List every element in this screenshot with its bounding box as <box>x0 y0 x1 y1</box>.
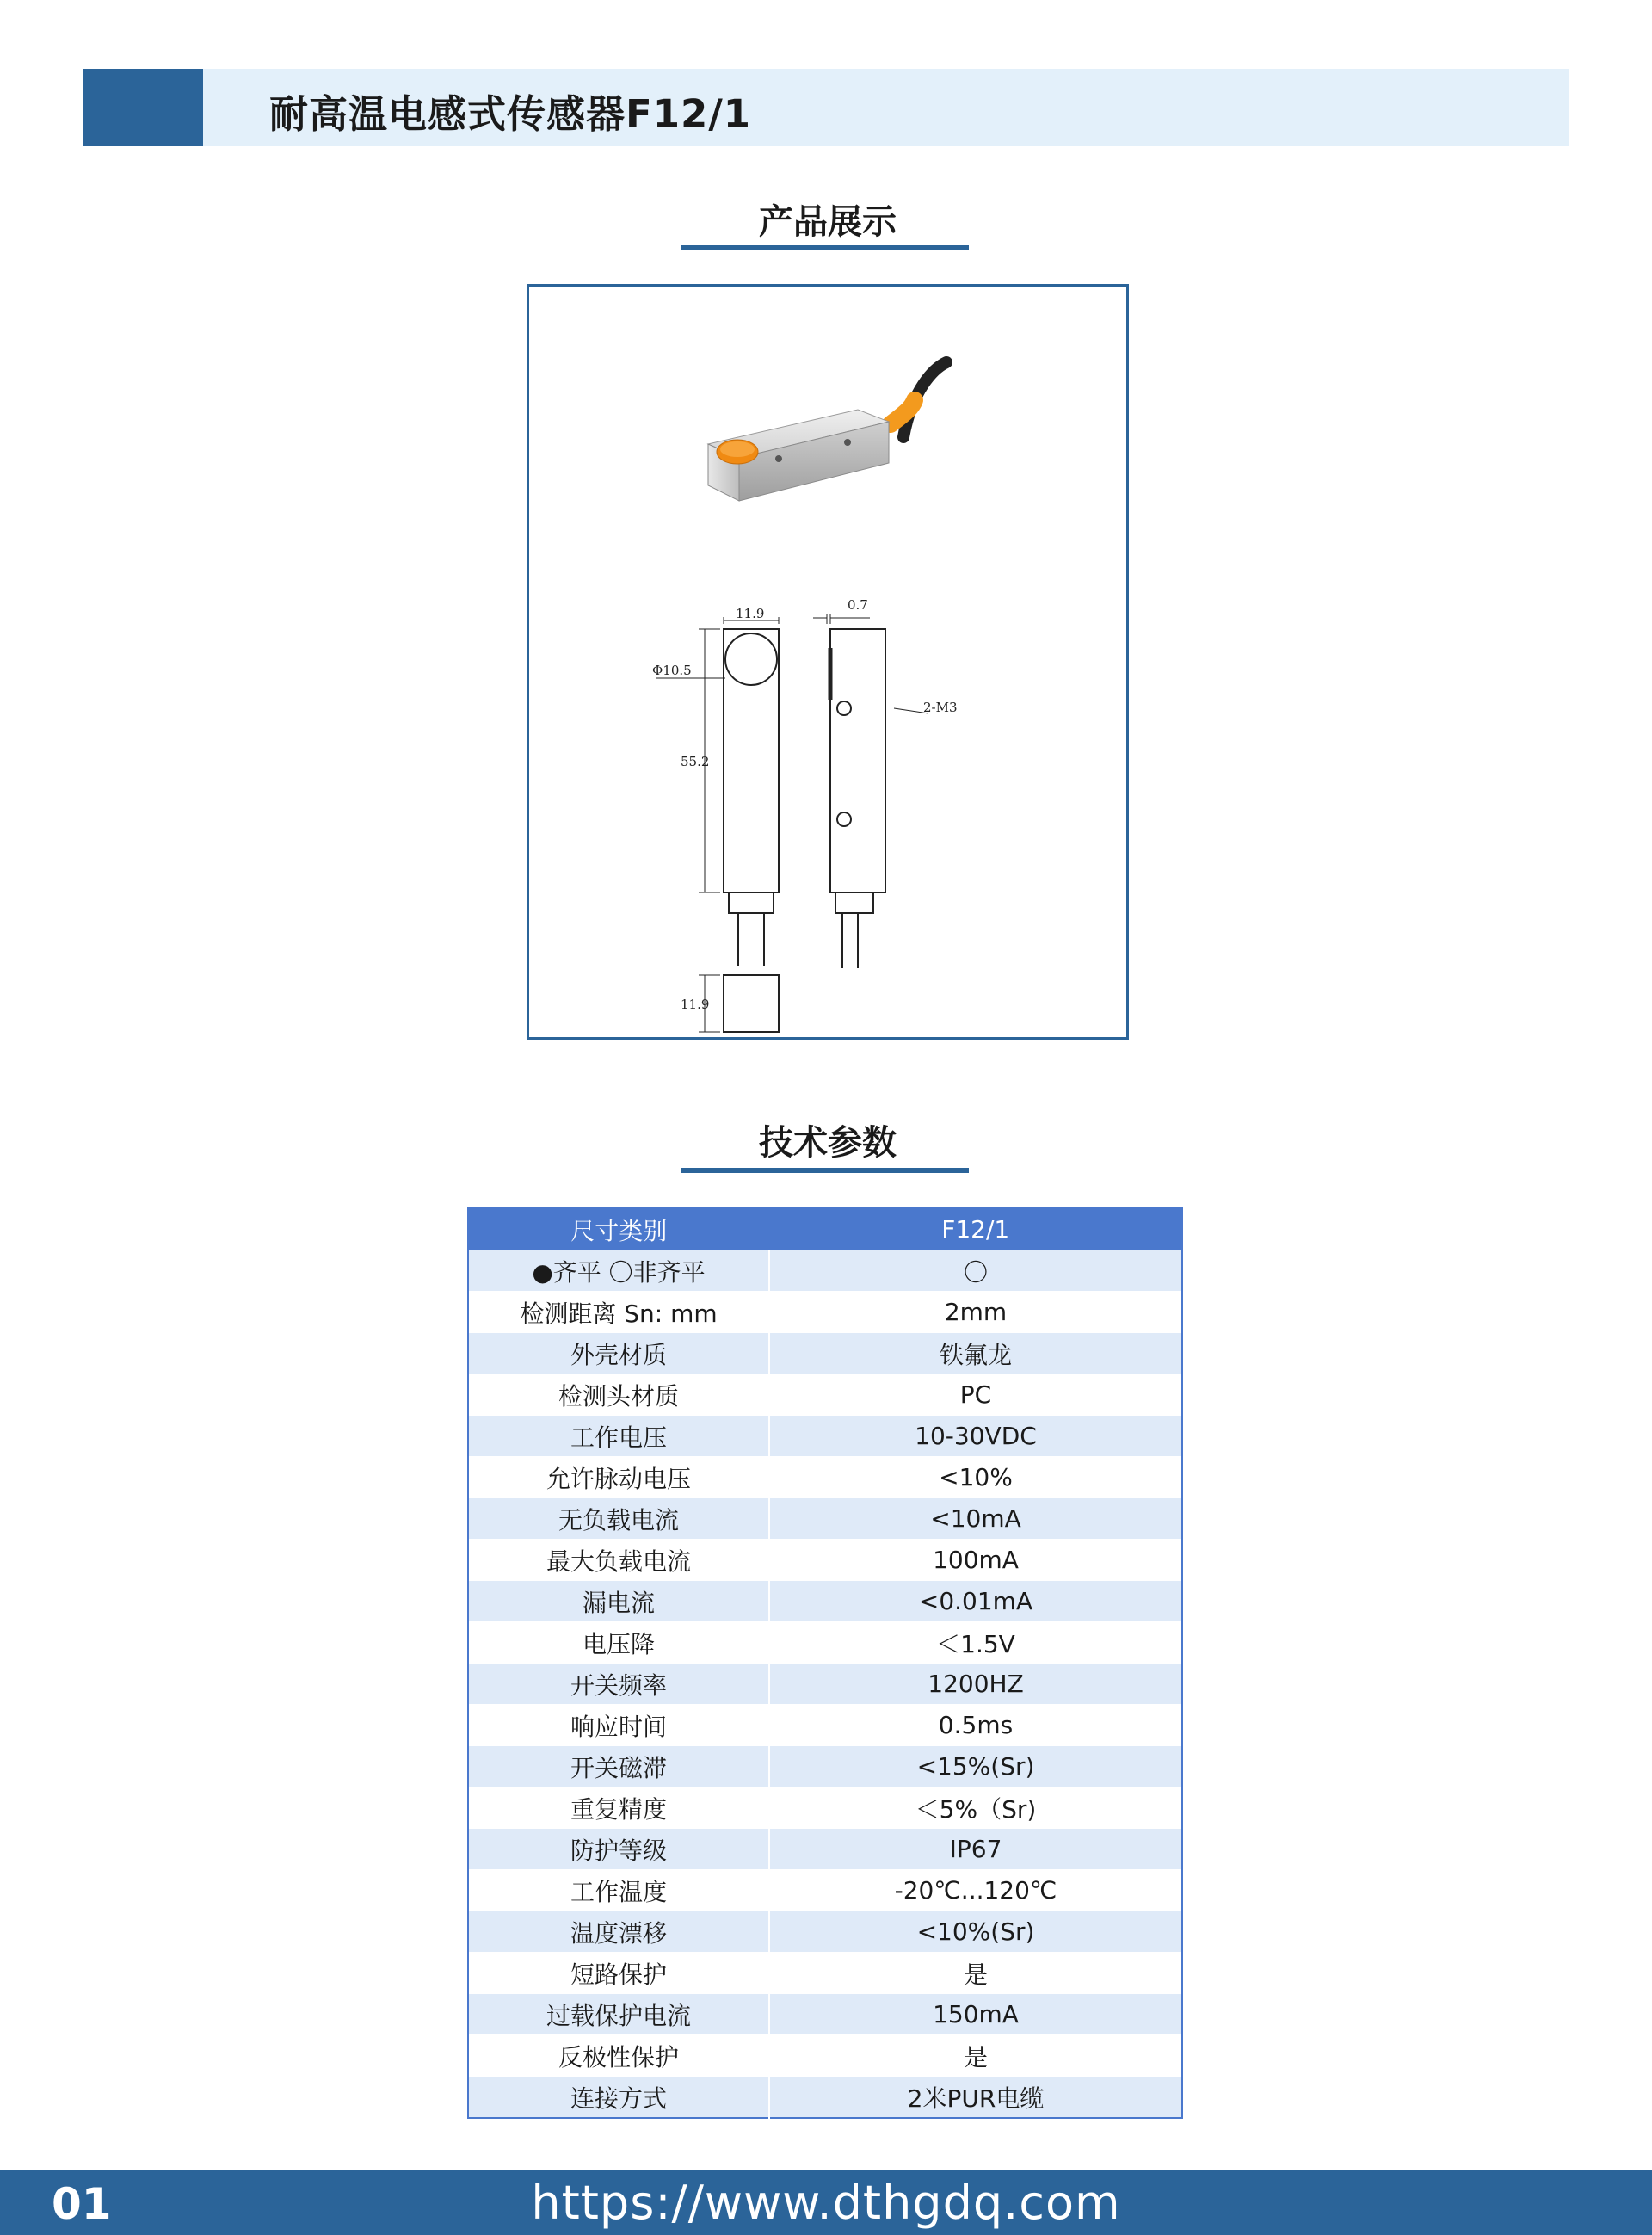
row-key: 重复精度 <box>468 1787 769 1829</box>
table-row <box>468 1292 1182 1333</box>
row-key: 工作电压 <box>468 1416 769 1457</box>
row-value: 是 <box>769 2035 1182 2077</box>
row-key: 温度漂移 <box>468 1911 769 1953</box>
row-value: 2mm <box>769 1292 1182 1333</box>
row-value: 1200HZ <box>769 1664 1182 1705</box>
row-value: ＜5%（Sr) <box>769 1787 1182 1829</box>
row-key: 工作温度 <box>468 1870 769 1911</box>
row-value: IP67 <box>769 1829 1182 1870</box>
table-row <box>468 1581 1182 1622</box>
section-title-product: 产品展示 <box>759 202 897 242</box>
spec-table <box>467 1207 1183 2119</box>
table-row <box>468 1829 1182 1870</box>
dim-thickness-label: 0.7 <box>848 597 868 613</box>
product-illustration <box>529 287 1126 1037</box>
table-row <box>468 1374 1182 1416</box>
product-image-frame <box>527 284 1129 1040</box>
table-row <box>468 1870 1182 1911</box>
row-value: 是 <box>769 1953 1182 1994</box>
row-value: 〇 <box>769 1250 1182 1292</box>
table-row <box>468 1250 1182 1292</box>
dim-length-label: 55.2 <box>681 754 710 769</box>
table-row <box>468 1994 1182 2035</box>
row-value: 铁氟龙 <box>769 1333 1182 1374</box>
table-row <box>468 1664 1182 1705</box>
row-value: 10-30VDC <box>769 1416 1182 1457</box>
page-title: 耐高温电感式传感器F12/1 <box>269 91 752 137</box>
section-underline <box>681 1168 969 1173</box>
table-header-value: F12/1 <box>769 1208 1182 1250</box>
row-key: ●齐平 〇非齐平 <box>468 1250 769 1292</box>
row-key: 短路保护 <box>468 1953 769 1994</box>
table-header-row <box>468 1208 1182 1250</box>
section-underline <box>681 245 969 250</box>
row-key: 开关频率 <box>468 1664 769 1705</box>
table-row <box>468 1911 1182 1953</box>
table-row <box>468 1416 1182 1457</box>
page-number: 01 <box>52 2179 112 2229</box>
row-key: 无负载电流 <box>468 1498 769 1540</box>
table-row <box>468 2035 1182 2077</box>
row-value: <10%(Sr) <box>769 1911 1182 1953</box>
row-key: 允许脉动电压 <box>468 1457 769 1498</box>
dim-bottom-label: 11.9 <box>681 997 710 1012</box>
table-row <box>468 1746 1182 1787</box>
table-row <box>468 1457 1182 1498</box>
row-key: 外壳材质 <box>468 1333 769 1374</box>
row-value: <0.01mA <box>769 1581 1182 1622</box>
table-row <box>468 1498 1182 1540</box>
row-key: 漏电流 <box>468 1581 769 1622</box>
row-key: 检测头材质 <box>468 1374 769 1416</box>
table-row <box>468 1787 1182 1829</box>
row-value: -20℃...120℃ <box>769 1870 1182 1911</box>
sensor-photo <box>708 362 946 501</box>
table-header-key: 尺寸类别 <box>468 1208 769 1250</box>
table-row <box>468 1953 1182 1994</box>
row-value: <10mA <box>769 1498 1182 1540</box>
table-row <box>468 1622 1182 1664</box>
row-value: <15%(Sr) <box>769 1746 1182 1787</box>
dimension-drawing <box>656 614 928 1032</box>
row-value: 2米PUR电缆 <box>769 2077 1182 2119</box>
row-value: <10% <box>769 1457 1182 1498</box>
table-row <box>468 1705 1182 1746</box>
row-key: 防护等级 <box>468 1829 769 1870</box>
row-key: 过载保护电流 <box>468 1994 769 2035</box>
table-row <box>468 1333 1182 1374</box>
section-title-specs: 技术参数 <box>759 1123 897 1163</box>
row-value: 100mA <box>769 1540 1182 1581</box>
dim-diameter-label: Φ10.5 <box>652 663 692 678</box>
row-value: PC <box>769 1374 1182 1416</box>
table-row <box>468 1540 1182 1581</box>
dim-holes-label: 2-M3 <box>923 700 958 715</box>
row-value: 150mA <box>769 1994 1182 2035</box>
row-key: 开关磁滞 <box>468 1746 769 1787</box>
row-key: 最大负载电流 <box>468 1540 769 1581</box>
row-key: 电压降 <box>468 1622 769 1664</box>
footer-bar <box>0 2170 1652 2235</box>
dim-width-label: 11.9 <box>736 606 765 621</box>
row-key: 检测距离 Sn: mm <box>468 1292 769 1333</box>
row-value: 0.5ms <box>769 1705 1182 1746</box>
row-value: ＜1.5V <box>769 1622 1182 1664</box>
website-link[interactable]: https://www.dthgdq.com <box>531 2176 1121 2230</box>
row-key: 响应时间 <box>468 1705 769 1746</box>
header-accent-block <box>83 69 203 146</box>
row-key: 反极性保护 <box>468 2035 769 2077</box>
table-row <box>468 2077 1182 2119</box>
row-key: 连接方式 <box>468 2077 769 2119</box>
